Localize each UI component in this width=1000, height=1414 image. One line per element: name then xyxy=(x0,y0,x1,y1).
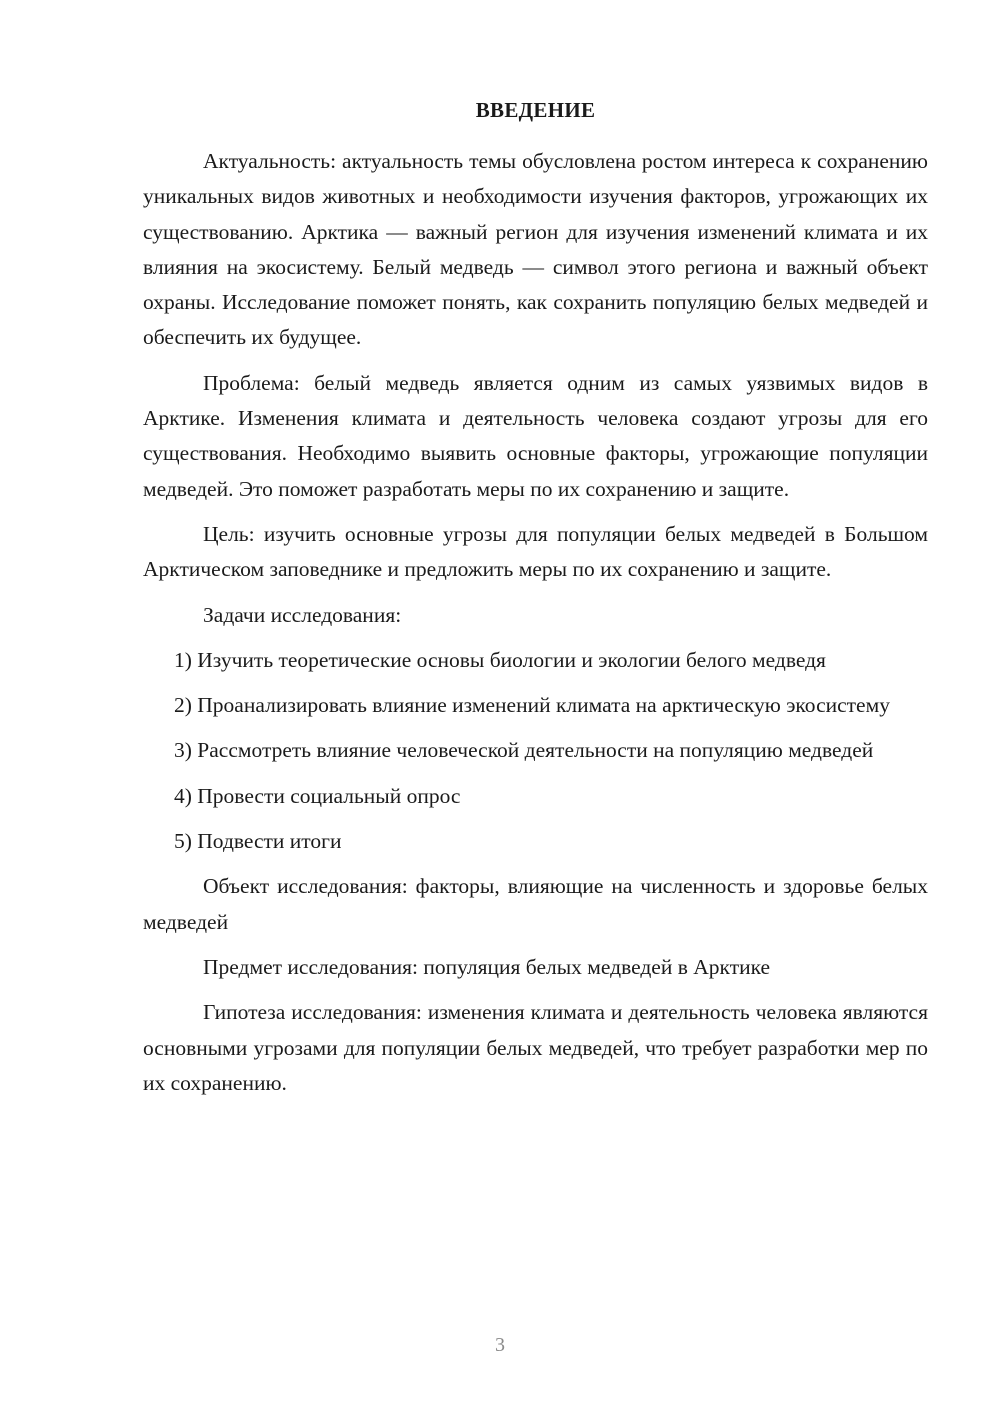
paragraph-subject: Предмет исследования: популяция белых медведей в Арктике xyxy=(203,954,771,979)
tasks-heading: Задачи исследования: xyxy=(203,602,402,627)
task-item: 1) Изучить теоретические основы биологии и экологии белого медведя xyxy=(174,647,826,672)
tasks-list xyxy=(143,643,928,859)
paragraph-relevance: Актуальность: актуальность темы обусловлена ростом интереса к сохранению уникальных видов животных и необходимости изучения факторов, угрожающих их существованию. Арктика — важный регион для изучения изменений климата и их влияния на экосистему. Белый медведь — символ этого региона и важный объект охраны. Исследование поможет понять, как сохранить популяцию белых медведей и обеспечить их будущее. xyxy=(143,149,928,350)
task-item: 3) Рассмотреть влияние человеческой деятельности на популяцию медведей xyxy=(174,738,874,763)
task-item: 2) Проанализировать влияние изменений климата на арктическую экосистему xyxy=(174,693,890,718)
paragraph-object: Объект исследования: факторы, влияющие на численность и здоровье белых медведей xyxy=(143,874,928,934)
page-number: 3 xyxy=(495,1334,505,1356)
paragraph-problem: Проблема: белый медведь является одним из самых уязвимых видов в Арктике. Изменения климата и деятельность человека создают угрозы для его существования. Необходимо выявить основные факторы, угрожающие популяции медведей. Это поможет разработать меры по их сохранению и защите. xyxy=(143,370,928,501)
task-item: 5) Подвести итоги xyxy=(174,829,342,854)
paragraph-goal: Цель: изучить основные угрозы для популяции белых медведей в Большом Арктическом заповеднике и предложить меры по их сохранению и защите. xyxy=(143,521,928,582)
task-item: 4) Провести социальный опрос xyxy=(174,783,461,808)
paragraph-hypothesis: Гипотеза исследования: изменения климата и деятельность человека являются основными угрозами для популяции белых медведей, что требует разработки мер по их сохранению. xyxy=(143,1000,928,1095)
document-page xyxy=(143,96,928,1111)
section-title: ВВЕДЕНИЕ xyxy=(475,98,596,122)
